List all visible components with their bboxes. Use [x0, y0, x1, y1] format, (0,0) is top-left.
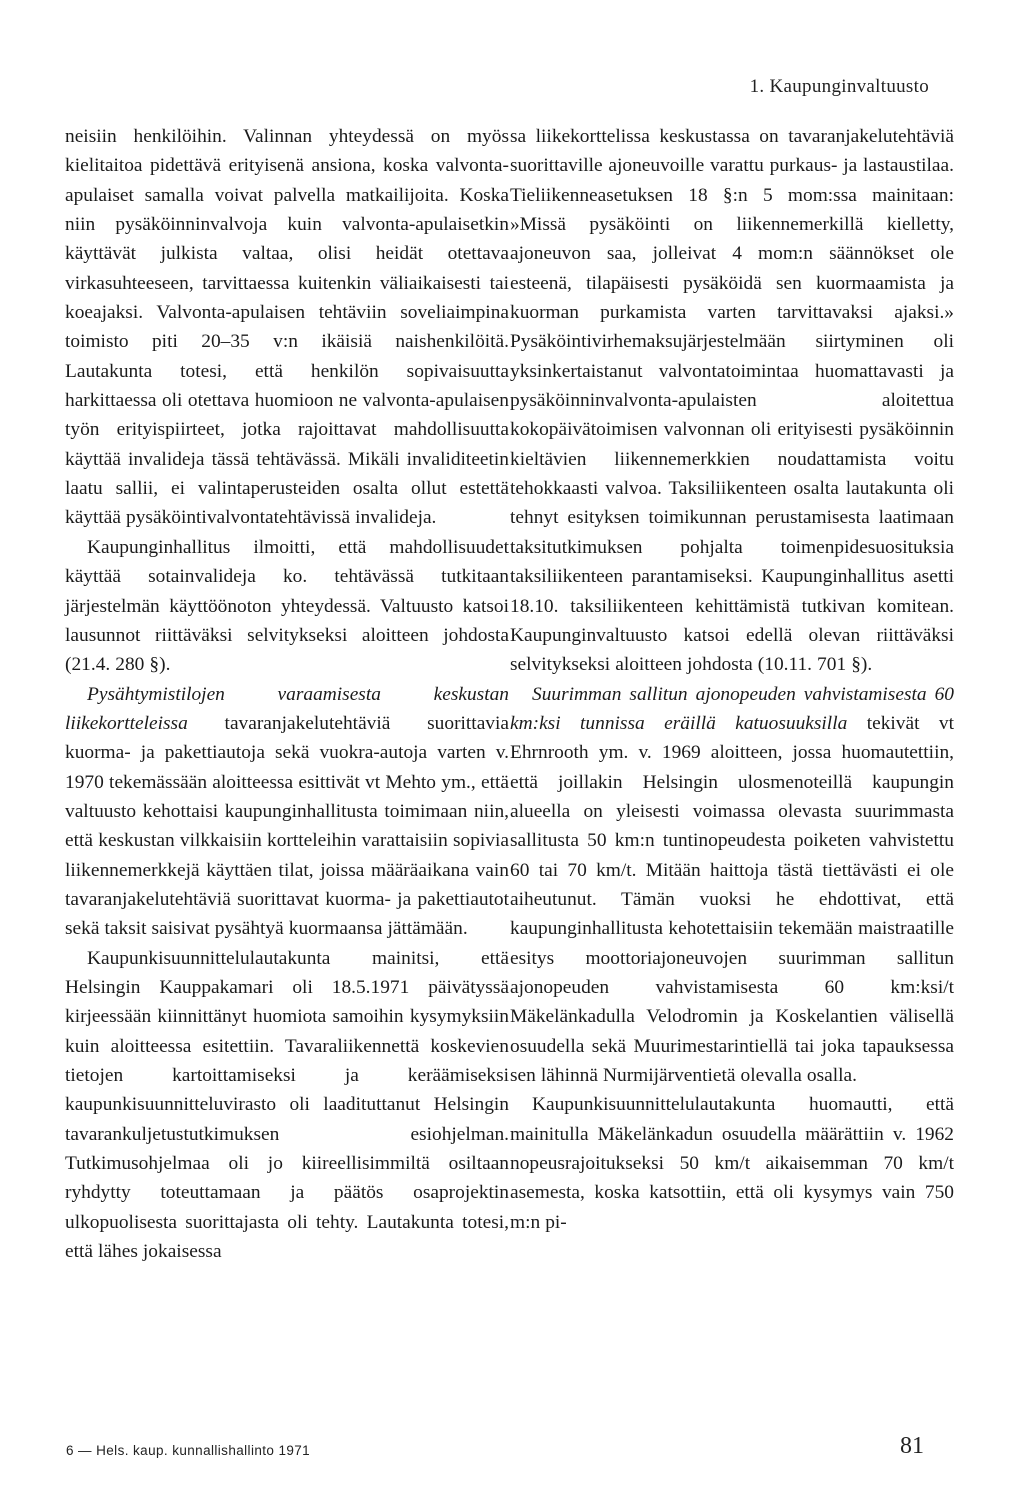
running-head: 1. Kaupunginvaltuusto	[749, 76, 929, 97]
footer-source: 6 — Hels. kaup. kunnallishallinto 1971	[66, 1443, 311, 1458]
left-paragraph-3-body: tavaranjakelutehtäviä suorittavia kuorma- ja pakettiautoja sekä vuokra-autoja varten v. 1970 tekemässään aloitteessa esittivät vt Mehto ym., että valtuusto kehottaisi kaupunginhallitusta toimimaan niin, että keskustan vilkkaisiin kortteleihin varattaisiin sopivia liikennemerkkejä käyttäen tilat, joissa määräaikana vain tavaranjakelutehtäviä suorittavat kuorma- ja pakettiautot sekä taksit saisivat pysähtyä kuormaansa jättämään.	[65, 712, 509, 940]
right-paragraph-1: sa liikekorttelissa keskustassa on tavaranjakelutehtäviä suorittaville ajoneuvoille varattu purkaus- ja lastaustilaa. Tieliikenneasetuksen 18 §:n 5 mom:ssa mainitaan: »Missä pysäköinti on liikennemerkillä kielletty, ajoneuvon saa, jolleivat 4 mom:n säännökset ole esteenä, tilapäisesti pysäköidä sen kuormaamista ja kuorman purkamista varten tarvittavaksi ajaksi.» Pysäköintivirhemaksujärjestelmään siirtyminen oli yksinkertaistanut valvontatoimintaa huomattavasti ja pysäköinninvalvonta-apulaisten aloitettua kokopäivätoimisen valvonnan oli erityisesti pysäköinnin kieltävien liikennemerkkien noudattamista voitu tehokkaasti valvoa. Taksiliikenteen osalta lautakunta oli tehnyt esityksen toimikunnan perustamisesta laatimaan taksitutkimuksen pohjalta toimenpidesuosituksia taksiliikenteen parantamiseksi. Kaupunginhallitus asetti 18.10. taksiliikenteen kehittämistä tutkivan komitean. Kaupunginvaltuusto katsoi edellä olevan riittäväksi selvitykseksi aloitteen johdosta (10.11. 701 §).	[510, 126, 954, 676]
left-paragraph-2: Kaupunginhallitus ilmoitti, että mahdollisuudet käyttää sotainvalideja ko. tehtävässä tutkitaan järjestelmän käyttöönoton yhteydessä. Valtuusto katsoi lausunnot riittäväksi selvitykseksi aloitteen johdosta (21.4. 280 §).	[65, 536, 509, 676]
left-column	[65, 122, 509, 1266]
section-heading-ajonopeus: Suurimman sallitun ajonopeuden vahvistamisesta 60 km:ksi tunnissa eräillä katuosuuksilla	[510, 683, 954, 734]
right-paragraph-3: Kaupunkisuunnittelulautakunta huomautti, että mainitulla Mäkelänkadun osuudella määrättiin v. 1962 nopeusrajoitukseksi 50 km/t aikaisemman 70 km/t asemesta, koska katsottiin, että oli kysymys vain 750 m:n pi-	[510, 1094, 954, 1233]
right-paragraph-2-body: tekivät vt Ehrnrooth ym. v. 1969 aloitteen, jossa huomautettiin, että joillakin Helsingin ulosmenoteillä kaupungin alueella on yleisesti voimassa olevasta suurimmasta sallitusta 50 km:n tuntinopeudesta poiketen vahvistettu 60 tai 70 km/t. Mitään haittoja tästä tiettävästi ei ole aiheutunut. Tämän vuoksi he ehdottivat, että kaupunginhallitusta kehotettaisiin tekemään maistraatille esitys moottoriajoneuvojen suurimman sallitun ajonopeuden vahvistamisesta 60 km:ksi/t Mäkelänkadulla Velodromin ja Koskelantien välisellä osuudella sekä Muurimestarintiellä tai joka tapauksessa sen lähinnä Nurmijärventietä olevalla osalla.	[510, 712, 954, 1086]
left-paragraph-3	[65, 680, 509, 944]
left-paragraph-4: Kaupunkisuunnittelulautakunta mainitsi, että Helsingin Kauppakamari oli 18.5.1971 päivätyssä kirjeessään kiinnittänyt huomiota samoihin kysymyksiin kuin aloitteessa esitettiin. Tavaraliikennettä koskevien tietojen kartoittamiseksi ja keräämiseksi kaupunkisuunnitteluvirasto oli laadituttanut Helsingin tavarankuljetustutkimuksen esiohjelman. Tutkimusohjelmaa oli jo kiireellisimmiltä osiltaan ryhdytty toteuttamaan ja päätös osaprojektin ulkopuolisesta suorittajasta oli tehty. Lautakunta totesi, että lähes jokaisessa	[65, 947, 509, 1263]
right-column	[510, 122, 954, 1237]
section-heading-pysahtymistilat: Pysähtymistilojen varaamisesta keskustan liikekortteleissa	[65, 683, 509, 734]
left-paragraph-1: neisiin henkilöihin. Valinnan yhteydessä on myös kielitaitoa pidettävä erityisenä ansiona, koska valvonta-apulaiset samalla voivat palvella matkailijoita. Koska niin pysäköinninvalvoja kuin valvonta-apulaisetkin käyttävät julkista valtaa, olisi heidät otettava virkasuhteeseen, tarvittaessa kuitenkin väliaikaisesti tai koeajaksi. Valvonta-apulaisen tehtäviin soveliaimpina toimisto piti 20–35 v:n ikäisiä naishenkilöitä. Lautakunta totesi, että henkilön sopivaisuutta harkittaessa oli otettava huomioon ne valvonta-apulaisen työn erityispiirteet, jotka rajoittavat mahdollisuutta käyttää invalideja tässä tehtävässä. Mikäli invaliditeetin laatu sallii, ei valintaperusteiden osalta ollut estettä käyttää pysäköintivalvontatehtävissä invalideja.	[65, 126, 509, 529]
right-paragraph-2	[510, 680, 954, 1091]
page-number: 81	[900, 1433, 924, 1459]
